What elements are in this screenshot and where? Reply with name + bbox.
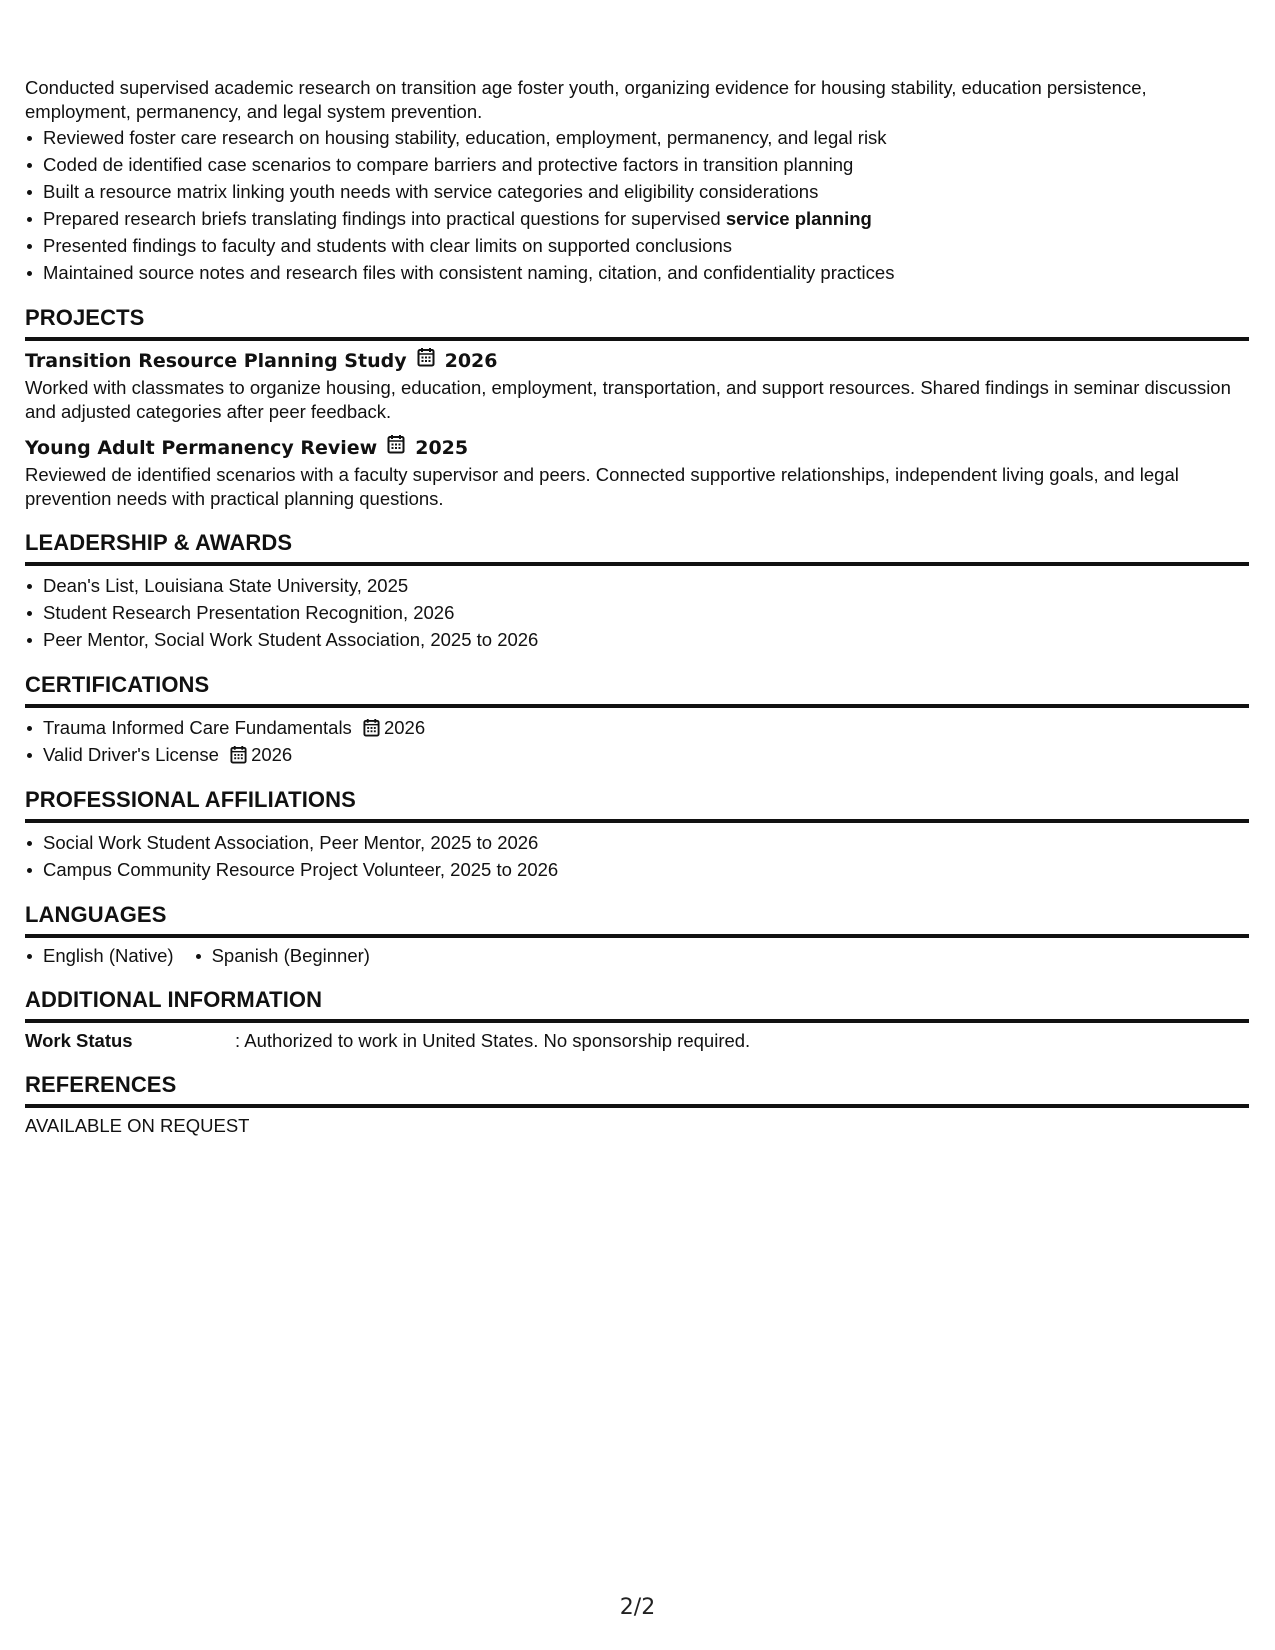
section-title-certifications: CERTIFICATIONS: [25, 671, 1249, 708]
certification-year: 2026: [251, 744, 293, 765]
certifications-section: [25, 671, 1249, 768]
project-year: 2025: [415, 436, 469, 459]
certifications-list: [25, 714, 1249, 768]
experience-continued: [25, 76, 1249, 286]
project-item: [25, 434, 1249, 511]
experience-bullets: [25, 124, 1249, 286]
awards-section: [25, 529, 1249, 653]
section-title-additional: ADDITIONAL INFORMATION: [25, 986, 1249, 1023]
project-name: Young Adult Permanency Review: [25, 436, 378, 459]
language-item: English (Native): [43, 945, 174, 966]
list-item: Built a resource matrix linking youth needs with service categories and eligibility considerations: [43, 178, 1249, 205]
calendar-icon: [230, 744, 247, 771]
calendar-icon: [363, 717, 380, 744]
list-item: Maintained source notes and research files with consistent naming, citation, and confidentiality practices: [43, 259, 1249, 286]
bullet-text: Prepared research briefs translating findings into practical questions for supervised: [43, 208, 726, 229]
languages-section: [25, 901, 1249, 968]
project-description: Reviewed de identified scenarios with a faculty supervisor and peers. Connected supportive relationships, independent living goals, and legal prevention needs with practical planning questions.: [25, 464, 1179, 509]
list-item: Peer Mentor, Social Work Student Association, 2025 to 2026: [43, 626, 1249, 653]
section-title-projects: PROJECTS: [25, 304, 1249, 341]
affiliations-list: [25, 829, 1249, 883]
bullet-bold-text: service planning: [725, 208, 872, 229]
project-item: [25, 347, 1249, 424]
list-item: Dean's List, Louisiana State University, 2025: [43, 572, 1249, 599]
section-title-awards: LEADERSHIP & AWARDS: [25, 529, 1249, 566]
work-status-label: Work Status: [25, 1030, 133, 1051]
certification-year: 2026: [383, 717, 426, 738]
references-section: [25, 1071, 1249, 1138]
list-item: Student Research Presentation Recognition, 2026: [43, 599, 1249, 626]
references-text: AVAILABLE ON REQUEST: [25, 1115, 250, 1136]
list-item: Presented findings to faculty and students with clear limits on supported conclusions: [43, 232, 1249, 259]
list-item: Coded de identified case scenarios to compare barriers and protective factors in transition planning: [43, 151, 1249, 178]
project-description: Worked with classmates to organize housing, education, employment, transportation, and support resources. Shared findings in seminar discussion and adjusted categories after peer feedback.: [25, 377, 1231, 422]
section-title-languages: LANGUAGES: [25, 901, 1249, 938]
calendar-icon: [387, 434, 405, 461]
awards-list: [25, 572, 1249, 653]
work-status-value: : Authorized to work in United States. No sponsorship required.: [235, 1030, 751, 1051]
additional-section: [25, 986, 1249, 1053]
list-item: [43, 714, 1249, 741]
list-item: [43, 205, 1249, 232]
experience-summary: Conducted supervised academic research on transition age foster youth, organizing evidence for housing stability, education persistence, employment, permanency, and legal system prevention.: [25, 77, 1147, 122]
list-item: Social Work Student Association, Peer Mentor, 2025 to 2026: [43, 829, 1249, 856]
project-heading: [25, 347, 1249, 374]
resume-page: [25, 76, 1249, 1138]
affiliations-section: [25, 786, 1249, 883]
certification-name: Trauma Informed Care Fundamentals: [43, 717, 352, 738]
projects-section: [25, 304, 1249, 511]
calendar-icon: [417, 347, 435, 374]
language-item: Spanish (Beginner): [211, 945, 370, 966]
work-status-row: [25, 1029, 1249, 1053]
languages-list: [25, 944, 1249, 968]
project-name: Transition Resource Planning Study: [25, 349, 407, 372]
project-heading: [25, 434, 1249, 461]
list-item: Campus Community Resource Project Volunteer, 2025 to 2026: [43, 856, 1249, 883]
certification-name: Valid Driver's License: [43, 744, 219, 765]
section-title-affiliations: PROFESSIONAL AFFILIATIONS: [25, 786, 1249, 823]
section-title-references: REFERENCES: [25, 1071, 1249, 1108]
list-item: Reviewed foster care research on housing stability, education, employment, permanency, and legal risk: [43, 124, 1249, 151]
project-year: 2026: [444, 349, 498, 372]
page-number: 2/2: [619, 1595, 656, 1620]
list-item: [43, 741, 1249, 768]
